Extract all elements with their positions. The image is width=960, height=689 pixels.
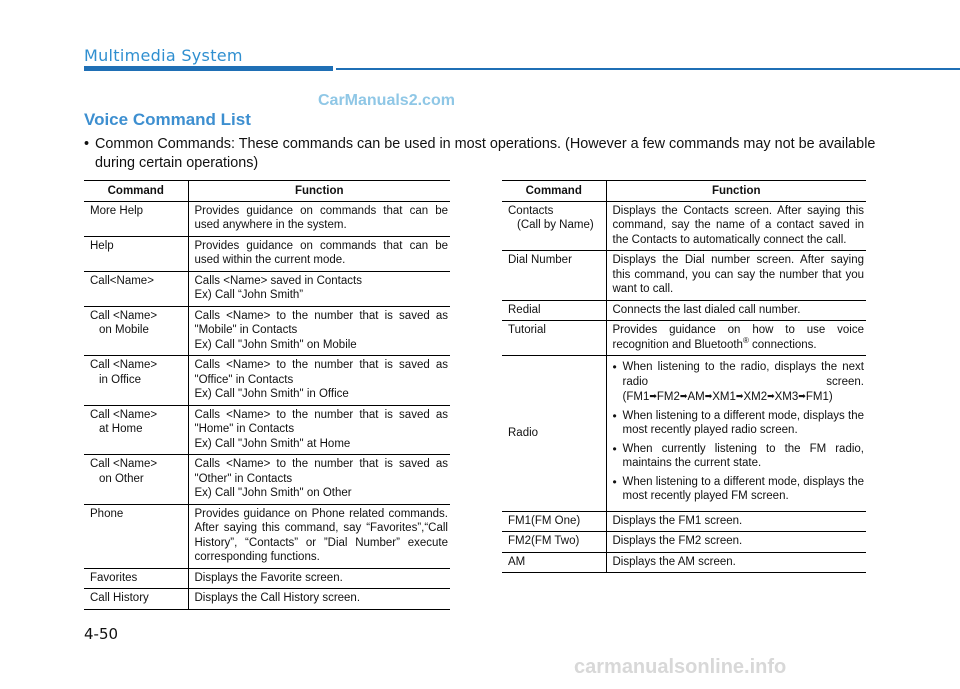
table-row <box>84 236 450 271</box>
function-cell <box>188 356 450 406</box>
command-line: Call <Name> <box>90 458 158 470</box>
function-line: Ex) Call "John Smith" in Office <box>194 388 349 400</box>
table-row <box>502 300 866 321</box>
column-header-function: Function <box>188 181 450 202</box>
radio-sequence-item: FM1 <box>805 391 829 403</box>
command-line: Call History <box>90 592 149 604</box>
table-row <box>84 306 450 356</box>
radio-sequence-item: XM2 <box>743 391 768 403</box>
command-line: Help <box>90 239 114 252</box>
function-text: Provides guidance on how to use voice recognition and Bluetooth <box>612 324 864 351</box>
page-heading: Voice Command List <box>84 110 251 129</box>
radio-sequence <box>626 391 829 403</box>
function-line: Calls <Name> to the number that is saved as "Other" in Contacts <box>194 458 448 485</box>
list-item-text: When currently listening to the FM radio, maintains the current state. <box>622 442 864 469</box>
command-cell <box>84 271 188 306</box>
command-cell <box>84 201 188 236</box>
function-line: Ex) Call "John Smith" at Home <box>194 437 351 450</box>
table-header-row <box>84 181 450 202</box>
registered-mark: ® <box>742 335 749 345</box>
list-item-text: When listening to the radio, displays the next radio screen. ( <box>622 361 864 403</box>
list-item-text: When listening to a different mode, displays the most recently played FM screen. <box>622 475 864 502</box>
arrow-right-icon: ➡ <box>767 391 775 401</box>
command-cell: Redial <box>502 300 606 321</box>
command-cell <box>84 405 188 455</box>
section-title: Multimedia System <box>84 46 243 65</box>
function-line: Calls <Name> saved in Contacts <box>194 274 362 287</box>
command-cell <box>84 504 188 568</box>
command-cell: FM2(FM Two) <box>502 532 606 553</box>
arrow-right-icon: ➡ <box>649 391 657 401</box>
table-row <box>502 201 866 251</box>
radio-bullet-list <box>613 360 865 504</box>
arrow-right-icon: ➡ <box>735 391 744 401</box>
command-line: on Other <box>99 472 144 485</box>
bullet-icon: • <box>84 136 90 152</box>
table-row <box>84 356 450 406</box>
table-header-row <box>502 181 866 202</box>
function-line: Displays the Call History screen. <box>194 592 361 604</box>
function-cell <box>188 504 450 568</box>
function-cell: Displays the Dial number screen. After saying this command, you can say the number that you want to call. <box>606 251 866 301</box>
table-row <box>84 568 450 589</box>
command-line: Call <Name> <box>90 359 158 371</box>
radio-sequence-item: XM3 <box>774 391 799 403</box>
command-line: Call<Name> <box>90 274 154 287</box>
function-cell <box>188 201 450 236</box>
list-item <box>613 409 865 438</box>
function-cell <box>188 306 450 356</box>
function-line: Provides guidance on Phone related commands. After saying this command, say “Favorites”,“Call History”, “Contacts” or ”Dial Number” execute corresponding functions. <box>194 507 448 563</box>
function-cell <box>188 236 450 271</box>
intro-paragraph <box>84 135 884 173</box>
intro-text: Common Commands: These commands can be used in most operations. (However a few commands may not be available during certain operations) <box>95 136 876 171</box>
command-line: Contacts <box>508 204 554 217</box>
command-cell: Tutorial <box>502 321 606 356</box>
table-row <box>84 201 450 236</box>
header-bar-thick <box>84 66 333 71</box>
command-cell: AM <box>502 552 606 573</box>
function-cell <box>606 321 866 356</box>
table-row <box>502 532 866 553</box>
command-line: Phone <box>90 507 124 520</box>
table-row <box>502 321 866 356</box>
list-item-text: When listening to a different mode, displays the most recently played radio screen. <box>622 409 864 436</box>
table-row <box>502 251 866 301</box>
arrow-right-icon: ➡ <box>798 391 806 401</box>
function-line: Calls <Name> to the number that is saved as "Home" in Contacts <box>194 408 448 435</box>
column-header-command: Command <box>84 181 188 202</box>
function-line: Ex) Call "John Smith" on Mobile <box>194 338 357 351</box>
bullet-icon: • <box>612 408 617 423</box>
arrow-right-icon: ➡ <box>679 391 688 401</box>
watermark-top: CarManuals2.com <box>318 92 455 109</box>
radio-sequence-item: FM2 <box>656 391 680 403</box>
radio-sequence-item: FM1 <box>626 391 650 403</box>
radio-sequence-item: AM <box>687 391 705 403</box>
function-line: Ex) Call "John Smith" on Other <box>194 487 352 499</box>
function-line: Ex) Call “John Smith” <box>194 289 304 301</box>
command-line: on Mobile <box>99 324 149 336</box>
function-cell: Connects the last dialed call number. <box>606 300 866 321</box>
command-line: Favorites <box>90 571 138 584</box>
function-line: Provides guidance on commands that can be used anywhere in the system. <box>194 204 448 231</box>
function-cell: Displays the FM1 screen. <box>606 511 866 532</box>
table-row <box>502 552 866 573</box>
column-header-function: Function <box>606 181 866 202</box>
command-cell <box>84 236 188 271</box>
list-item <box>613 442 865 471</box>
function-line: Calls <Name> to the number that is saved as "Mobile" in Contacts <box>194 309 448 336</box>
function-line: Provides guidance on commands that can be used within the current mode. <box>194 239 448 266</box>
function-cell <box>606 356 866 512</box>
command-line: Call <Name> <box>90 408 158 421</box>
right-command-table <box>502 180 866 573</box>
page-number: 4-50 <box>84 625 119 643</box>
list-item <box>613 475 865 504</box>
table-row <box>84 271 450 306</box>
table-row <box>84 589 450 610</box>
command-cell <box>84 455 188 505</box>
table-row <box>84 504 450 568</box>
command-cell <box>84 356 188 406</box>
function-line: Displays the Favorite screen. <box>194 571 343 584</box>
command-line: at Home <box>99 423 143 435</box>
command-line: (Call by Name) <box>517 219 594 231</box>
command-line: Call <Name> <box>90 309 158 322</box>
table-row <box>502 356 866 512</box>
command-cell <box>84 589 188 610</box>
function-cell <box>188 405 450 455</box>
bullet-icon: • <box>612 474 617 489</box>
command-cell <box>84 306 188 356</box>
function-cell <box>188 589 450 610</box>
function-cell <box>188 455 450 505</box>
command-cell <box>502 201 606 251</box>
arrow-right-icon: ➡ <box>704 391 713 401</box>
command-line: More Help <box>90 204 144 217</box>
watermark-bottom: carmanualsonline.info <box>574 656 787 678</box>
command-cell <box>84 568 188 589</box>
command-line: in Office <box>99 373 141 386</box>
table-row <box>84 405 450 455</box>
bullet-icon: • <box>612 441 617 456</box>
function-cell: Displays the AM screen. <box>606 552 866 573</box>
command-cell: Dial Number <box>502 251 606 301</box>
command-cell: Radio <box>502 356 606 512</box>
command-cell: FM1(FM One) <box>502 511 606 532</box>
list-item <box>613 360 865 405</box>
function-cell: Displays the FM2 screen. <box>606 532 866 553</box>
function-line: Calls <Name> to the number that is saved as "Office" in Contacts <box>194 359 448 386</box>
column-header-command: Command <box>502 181 606 202</box>
radio-sequence-item: XM1 <box>712 391 736 403</box>
function-text: connections. <box>748 338 817 351</box>
function-cell: Displays the Contacts screen. After saying this command, say the name of a contact saved in the Contacts to automatically connect the call. <box>606 201 866 251</box>
function-cell <box>188 271 450 306</box>
function-cell <box>188 568 450 589</box>
list-item-text: ) <box>828 391 833 403</box>
bullet-icon: • <box>612 360 617 374</box>
table-row <box>502 511 866 532</box>
table-row <box>84 455 450 505</box>
left-command-table <box>84 180 450 610</box>
header-bar-thin <box>336 68 960 70</box>
